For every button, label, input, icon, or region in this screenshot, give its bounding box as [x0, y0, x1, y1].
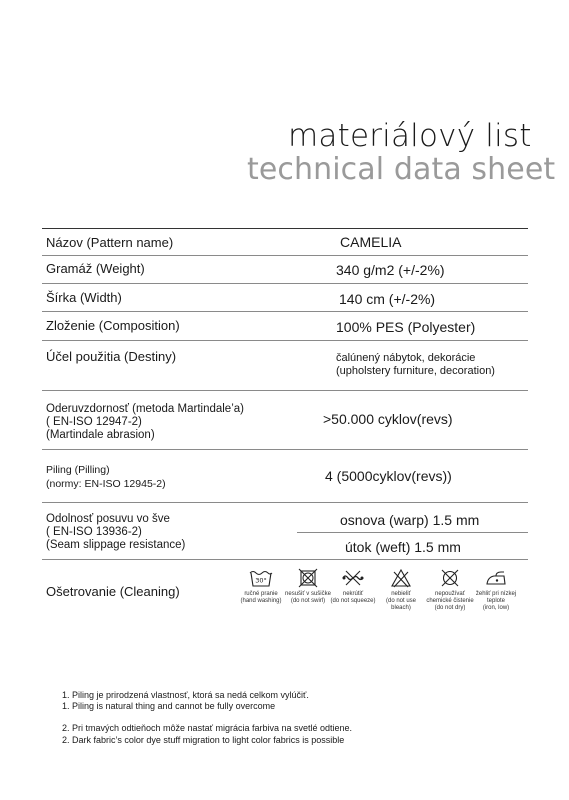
- value-composition: 100% PES (Polyester): [336, 319, 476, 335]
- label-seam-en: (Seam slippage resistance): [46, 539, 186, 551]
- care-caption: bleach): [391, 605, 411, 611]
- title-slovak: materiálový list: [288, 118, 532, 154]
- divider: [42, 283, 528, 284]
- no-bleach-icon: [390, 568, 412, 588]
- value-pattern-name: CAMELIA: [340, 234, 402, 250]
- care-caption: teplote: [486, 598, 505, 604]
- note-2-english: 2. Dark fabric’s color dye stuff migration to light color fabrics is possible: [62, 735, 345, 745]
- label-pattern-name: Názov (Pattern name): [46, 235, 174, 250]
- care-caption: (do not use: [385, 598, 417, 604]
- label-pilling-norm: (normy: EN-ISO 12945-2): [46, 478, 166, 490]
- no-dry-clean-icon: [440, 568, 460, 588]
- care-caption: (hand washing): [240, 598, 282, 604]
- note-1-english: 1. Piling is natural thing and cannot be fully overcome: [62, 701, 276, 711]
- care-caption: nebieliť: [391, 591, 411, 597]
- care-caption: chemické čistenie: [426, 598, 474, 604]
- divider: [42, 449, 528, 450]
- care-symbol-iron-low: [466, 568, 526, 612]
- divider: [297, 532, 528, 533]
- divider: [42, 255, 528, 256]
- label-abrasion-norm: ( EN-ISO 12947-2): [46, 416, 142, 428]
- divider: [42, 311, 528, 312]
- note-2-slovak: 2. Pri tmavých odtieňoch môže nastať migrácia farbiva na svetlé odtiene.: [62, 723, 353, 733]
- label-cleaning: Ošetrovanie (Cleaning): [46, 584, 180, 599]
- care-caption: ručné pranie: [244, 591, 278, 597]
- care-caption: nepoužívať: [435, 591, 465, 597]
- value-weft: útok (weft) 1.5 mm: [345, 539, 461, 555]
- wash-temperature: 30°: [255, 576, 267, 585]
- value-destiny-en: (upholstery furniture, decoration): [336, 365, 495, 377]
- divider: [42, 228, 528, 229]
- value-weight: 340 g/m2 (+/-2%): [336, 262, 445, 278]
- label-abrasion-en: (Martindale abrasion): [46, 429, 155, 441]
- care-caption: nekrútiť: [342, 591, 364, 597]
- value-abrasion: >50.000 cyklov(revs): [323, 411, 453, 427]
- label-destiny: Účel použitia (Destiny): [46, 349, 177, 364]
- care-caption: nesušiť v sušičke: [285, 591, 331, 597]
- value-width: 140 cm (+/-2%): [339, 291, 436, 307]
- note-1-slovak: 1. Piling je prirodzená vlastnosť, ktorá sa nedá celkom vylúčiť.: [62, 690, 309, 700]
- value-destiny-sk: čalúnený nábytok, dekorácie: [336, 352, 476, 364]
- care-caption: (do not dry): [434, 605, 466, 611]
- label-seam-slippage: Odolnosť posuvu vo šve: [46, 513, 170, 525]
- no-tumble-dry-icon: [298, 568, 318, 588]
- care-caption: (do not swirl): [290, 598, 326, 604]
- title-english: technical data sheet: [247, 152, 556, 187]
- care-caption: (do not squeeze): [330, 598, 376, 604]
- label-seam-norm: ( EN-ISO 13936-2): [46, 526, 142, 538]
- label-pilling: Piling (Pilling): [46, 464, 110, 476]
- value-warp: osnova (warp) 1.5 mm: [340, 512, 480, 528]
- label-width: Šírka (Width): [46, 290, 122, 305]
- value-pilling: 4 (5000cyklov(revs)): [325, 468, 452, 484]
- divider: [42, 390, 528, 391]
- label-weight: Gramáž (Weight): [46, 261, 145, 276]
- divider: [42, 502, 528, 503]
- care-caption: žehliť pri nízkej: [475, 591, 517, 597]
- iron-low-icon: [484, 568, 508, 588]
- divider: [42, 559, 528, 560]
- divider: [42, 340, 528, 341]
- hand-wash-30-icon: [249, 568, 273, 588]
- care-caption: (iron, low): [482, 605, 510, 611]
- label-composition: Zloženie (Composition): [46, 318, 180, 333]
- no-wring-icon: [341, 568, 365, 588]
- label-abrasion: Oderuvzdornosť (metoda Martindale’a): [46, 403, 244, 415]
